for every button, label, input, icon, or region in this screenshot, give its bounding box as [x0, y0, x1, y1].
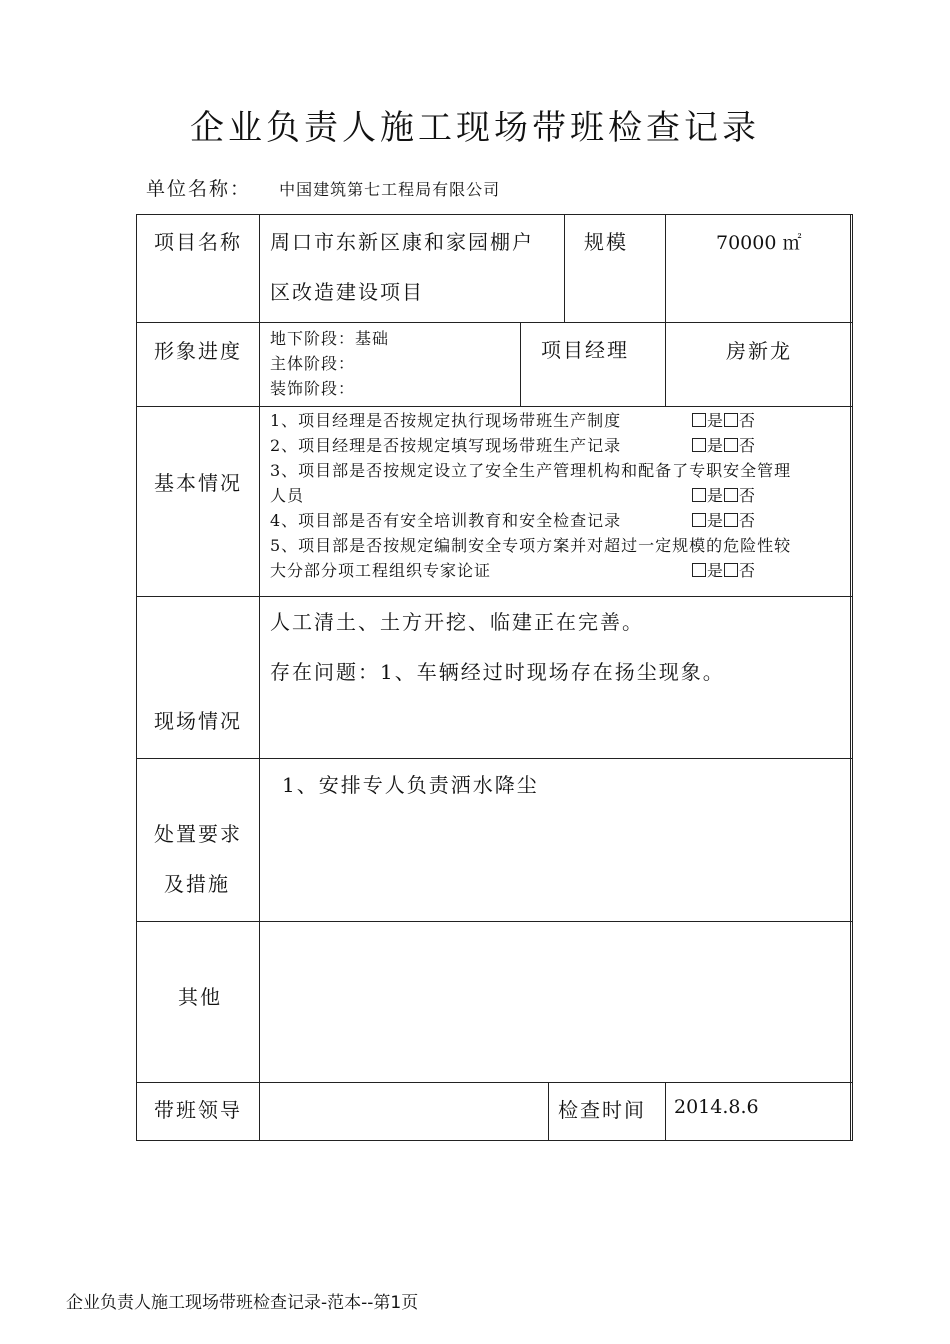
checkbox-no-label: 否: [739, 511, 757, 530]
basic-item-3-line2: 人员: [270, 486, 305, 505]
row-divider: [136, 1082, 853, 1083]
progress-underground: 地下阶段：基础: [270, 329, 390, 348]
other-label: 其他: [178, 985, 222, 1009]
checkbox-group-3: [692, 483, 756, 506]
project-name-label: 项目名称: [154, 230, 242, 254]
checkbox-no-label: 否: [739, 411, 757, 430]
row-divider: [136, 921, 853, 922]
table-border-right: [852, 214, 853, 1141]
project-name-line2: 区改造建设项目: [270, 280, 424, 304]
checkbox-yes-label: 是: [707, 561, 725, 580]
checkbox-no-label: 否: [739, 486, 757, 505]
checkbox-yes[interactable]: [692, 413, 706, 427]
cell-divider: [520, 322, 521, 406]
checkbox-yes[interactable]: [692, 513, 706, 527]
basic-label: 基本情况: [154, 471, 242, 495]
site-line-2: 存在问题：1、车辆经过时现场存在扬尘现象。: [270, 660, 725, 684]
basic-item-2: 2、项目经理是否按规定填写现场带班生产记录: [270, 436, 622, 455]
checkbox-no[interactable]: [724, 563, 738, 577]
measures-label-line1: 处置要求: [154, 822, 242, 846]
progress-label: 形象进度: [154, 339, 242, 363]
unit-value: 中国建筑第七工程局有限公司: [279, 180, 501, 199]
cell-divider: [665, 214, 666, 322]
checkbox-no-label: 否: [739, 561, 757, 580]
basic-item-3-line1: 3、项目部是否按规定设立了安全生产管理机构和配备了专职安全管理: [270, 461, 792, 480]
basic-item-4: 4、项目部是否有安全培训教育和安全检查记录: [270, 511, 622, 530]
manager-value: 房新龙: [726, 339, 792, 363]
table-border-left: [136, 214, 137, 1141]
checkbox-yes[interactable]: [692, 488, 706, 502]
manager-label: 项目经理: [541, 338, 629, 362]
checkbox-yes[interactable]: [692, 438, 706, 452]
checkbox-group-1: [692, 408, 756, 431]
checkbox-group-4: [692, 508, 756, 531]
table-border-right-inner: [850, 214, 851, 1141]
measures-label-line2: 及措施: [164, 872, 230, 896]
basic-item-5-line1: 5、项目部是否按规定编制安全专项方案并对超过一定规模的危险性较: [270, 536, 792, 555]
cell-divider: [564, 214, 565, 322]
scale-label: 规模: [584, 230, 628, 254]
site-line-1: 人工清土、土方开挖、临建正在完善。: [270, 610, 644, 634]
cell-divider: [665, 1082, 666, 1141]
basic-item-1: 1、项目经理是否按规定执行现场带班生产制度: [270, 411, 622, 430]
row-divider: [136, 406, 853, 407]
site-label: 现场情况: [154, 709, 242, 733]
checkbox-group-5: [692, 558, 756, 581]
progress-decoration: 装饰阶段：: [270, 379, 356, 398]
row-divider: [136, 596, 853, 597]
checkbox-yes-label: 是: [707, 411, 725, 430]
checkbox-no[interactable]: [724, 438, 738, 452]
checkbox-no[interactable]: [724, 413, 738, 427]
time-label: 检查时间: [558, 1098, 646, 1122]
scale-value: 70000 ㎡: [716, 232, 802, 254]
time-value: 2014.8.6: [674, 1096, 759, 1118]
checkbox-no[interactable]: [724, 513, 738, 527]
row-divider: [136, 758, 853, 759]
unit-row: [146, 174, 500, 201]
table-border-bottom: [136, 1140, 853, 1141]
checkbox-no-label: 否: [739, 436, 757, 455]
checkbox-yes-label: 是: [707, 486, 725, 505]
cell-divider: [665, 322, 666, 406]
page-footer: 企业负责人施工现场带班检查记录-范本--第1页: [66, 1293, 419, 1313]
label-column-divider: [259, 214, 260, 1141]
project-name-line1: 周口市东新区康和家园棚户: [270, 230, 534, 254]
unit-label: 单位名称：: [146, 178, 252, 200]
basic-item-5-line2: 大分部分项工程组织专家论证: [270, 561, 492, 580]
checkbox-yes-label: 是: [707, 436, 725, 455]
checkbox-group-2: [692, 433, 756, 456]
measures-line-1: 1、安排专人负责洒水降尘: [282, 773, 539, 797]
cell-divider: [548, 1082, 549, 1141]
progress-main-structure: 主体阶段：: [270, 354, 356, 373]
leader-label: 带班领导: [154, 1098, 242, 1122]
page-title: 企业负责人施工现场带班检查记录: [190, 108, 760, 148]
table-border-top: [136, 214, 853, 215]
row-divider: [136, 322, 853, 323]
checkbox-yes-label: 是: [707, 511, 725, 530]
checkbox-yes[interactable]: [692, 563, 706, 577]
record-table: [136, 214, 853, 1141]
checkbox-no[interactable]: [724, 488, 738, 502]
